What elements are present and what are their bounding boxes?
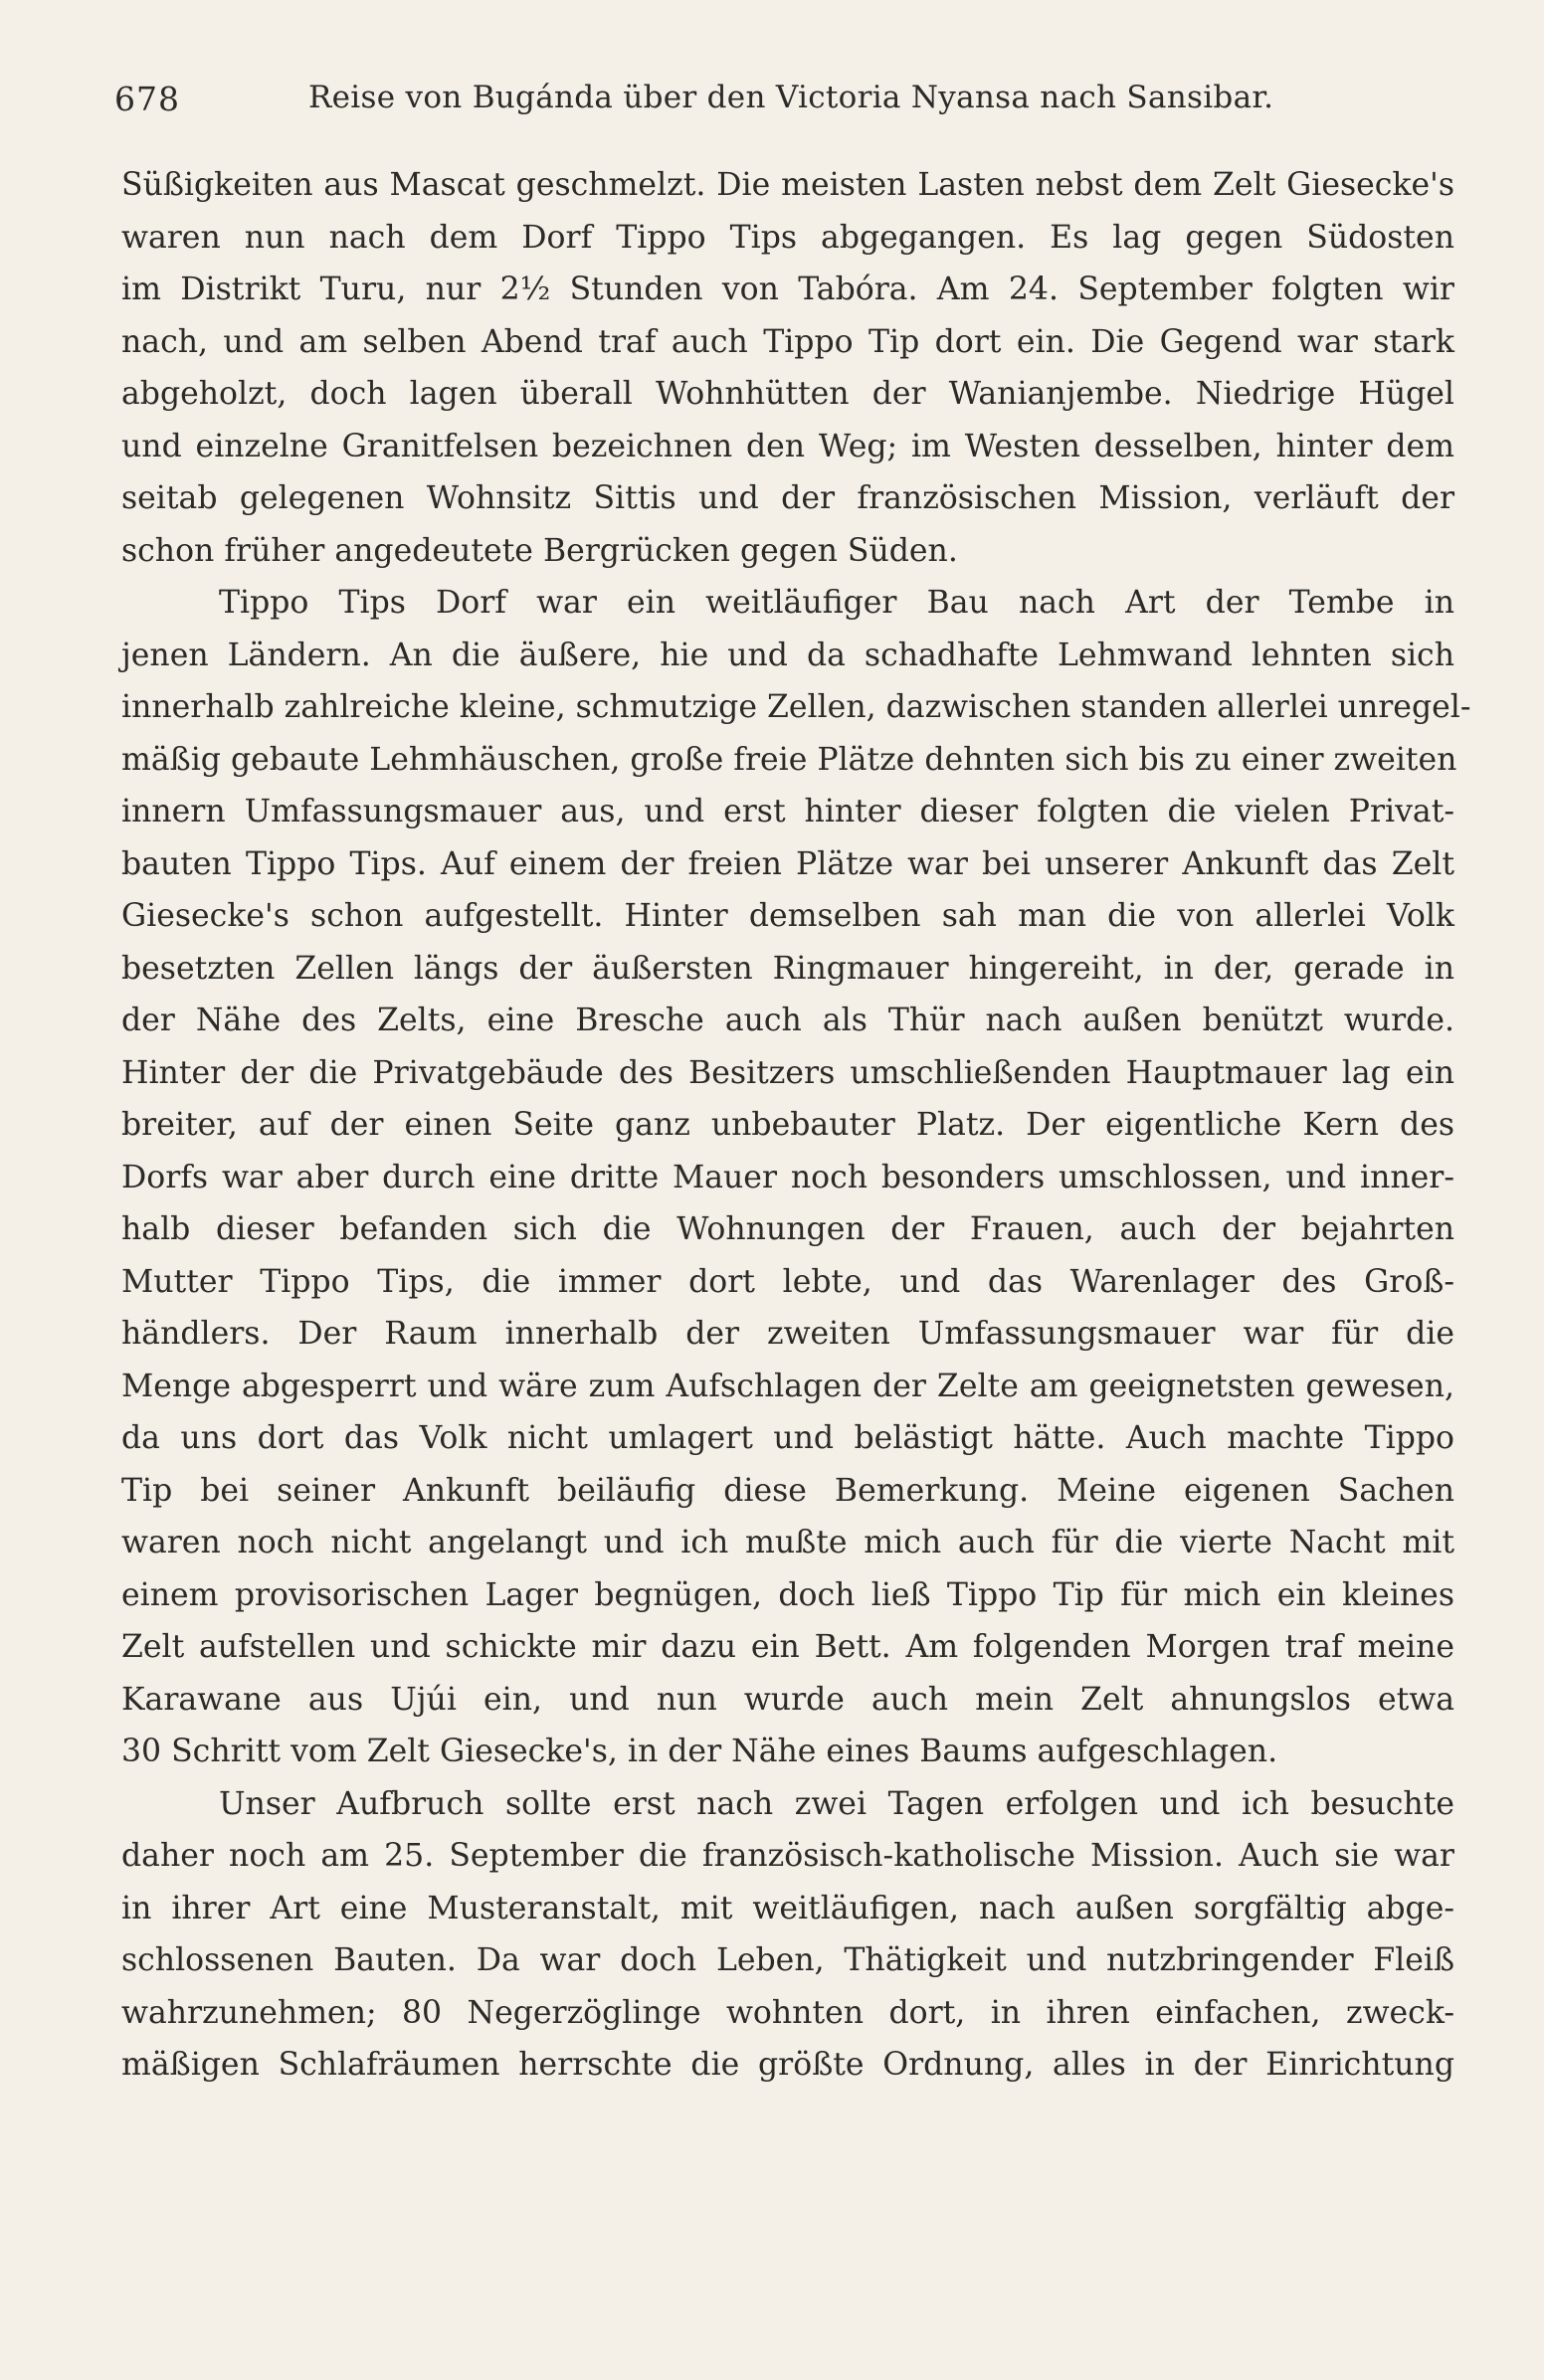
text-line: und einzelne Granitfelsen bezeichnen den Weg; im Westen desselben, hinter dem (121, 428, 1454, 464)
text-line: innerhalb zahlreiche kleine, schmutzige Zellen, dazwischen standen allerlei unregel- (121, 689, 1471, 725)
text-line: händlers. Der Raum innerhalb der zweiten Umfassungsmauer war für die (121, 1316, 1454, 1352)
text-line: der Nähe des Zelts, eine Bresche auch als Thür nach außen benützt wurde. (121, 1003, 1454, 1038)
text-line: da uns dort das Volk nicht umlagert und belästigt hätte. Auch machte Tippo (121, 1420, 1454, 1456)
page-header (114, 80, 1288, 129)
paragraph-1 (121, 159, 1454, 577)
text-line: waren nun nach dem Dorf Tippo Tips abgegangen. Es lag gegen Südosten (121, 219, 1454, 256)
paragraph-2 (121, 577, 1471, 1778)
text-line: Zelt aufstellen und schickte mir dazu ein Bett. Am folgenden Morgen traf meine (121, 1629, 1454, 1665)
text-line: besetzten Zellen längs der äußersten Ringmauer hingereiht, in der, gerade in (121, 950, 1454, 987)
text-line: mäßigen Schlafräumen herrschte die größte Ordnung, alles in der Einrichtung (121, 2047, 1454, 2083)
text-line: Mutter Tippo Tips, die immer dort lebte, und das Warenlager des Groß- (121, 1263, 1454, 1300)
text-line: seitab gelegenen Wohnsitz Sittis und der französischen Mission, verläuft der (121, 480, 1454, 516)
text-line: wahrzunehmen; 80 Negerzöglinge wohnten dort, in ihren einfachen, zweck- (121, 1994, 1454, 2031)
page-number: 678 (114, 80, 180, 118)
text-line: daher noch am 25. September die französisch-katholische Mission. Auch sie war (121, 1838, 1454, 1874)
text-line: jenen Ländern. An die äußere, hie und da schadhafte Lehmwand lehnten sich (121, 637, 1454, 673)
text-line: Hinter der die Privatgebäude des Besitzers umschließenden Hauptmauer lag ein (121, 1054, 1454, 1091)
text-line: 30 Schritt vom Zelt Giesecke's, in der Nähe eines Baums aufgeschlagen. (121, 1734, 1278, 1769)
text-line: Süßigkeiten aus Mascat geschmelzt. Die meisten Lasten nebst dem Zelt Giesecke's (121, 167, 1454, 203)
text-line: Giesecke's schon aufgestellt. Hinter demselben sah man die von allerlei Volk (121, 898, 1454, 934)
text-line: Unser Aufbruch sollte erst nach zwei Tagen erfolgen und ich besuchte (219, 1785, 1454, 1822)
text-line: abgeholzt, doch lagen überall Wohnhütten der Wanianjembe. Niedrige Hügel (121, 376, 1454, 412)
text-line: nach, und am selben Abend traf auch Tippo Tip dort ein. Die Gegend war stark (121, 323, 1454, 360)
text-line: halb dieser befanden sich die Wohnungen der Frauen, auch der bejahrten (121, 1211, 1454, 1247)
text-line: waren noch nicht angelangt und ich mußte mich auch für die vierte Nacht mit (121, 1525, 1454, 1560)
text-line: in ihrer Art eine Musteranstalt, mit weitläufigen, nach außen sorgfältig abge- (121, 1890, 1454, 1926)
text-line: schon früher angedeutete Bergrücken gegen Süden. (121, 532, 958, 569)
text-line: schlossenen Bauten. Da war doch Leben, Thätigkeit und nutzbringender Fleiß (121, 1942, 1454, 1978)
page-body (121, 159, 1471, 2092)
text-line: innern Umfassungsmauer aus, und erst hinter dieser folgten die vielen Privat- (121, 794, 1454, 829)
text-line: Dorfs war aber durch eine dritte Mauer noch besonders umschlossen, und inner- (121, 1159, 1454, 1195)
text-line: Menge abgesperrt und wäre zum Aufschlagen der Zelte am geeignetsten gewesen, (121, 1368, 1454, 1404)
paragraph-3 (121, 1778, 1454, 2092)
text-line: breiter, auf der einen Seite ganz unbebauter Platz. Der eigentliche Kern des (121, 1107, 1454, 1143)
text-line: im Distrikt Turu, nur 2½ Stunden von Tabóra. Am 24. September folgten wir (121, 272, 1454, 307)
text-line: bauten Tippo Tips. Auf einem der freien Plätze war bei unserer Ankunft das Zelt (121, 845, 1454, 882)
running-title: Reise von Bugánda über den Victoria Nyansa nach Sansibar. (308, 80, 1274, 115)
text-line: einem provisorischen Lager begnügen, doch ließ Tippo Tip für mich ein kleines (121, 1576, 1454, 1613)
text-line: mäßig gebaute Lehmhäuschen, große freie Plätze dehnten sich bis zu einer zweiten (121, 741, 1457, 778)
text-line: Tippo Tips Dorf war ein weitläufiger Bau nach Art der Tembe in (219, 585, 1454, 621)
text-line: Tip bei seiner Ankunft beiläufig diese Bemerkung. Meine eigenen Sachen (121, 1472, 1454, 1509)
text-line: Karawane aus Ujúi ein, und nun wurde auch mein Zelt ahnungslos etwa (121, 1681, 1454, 1718)
